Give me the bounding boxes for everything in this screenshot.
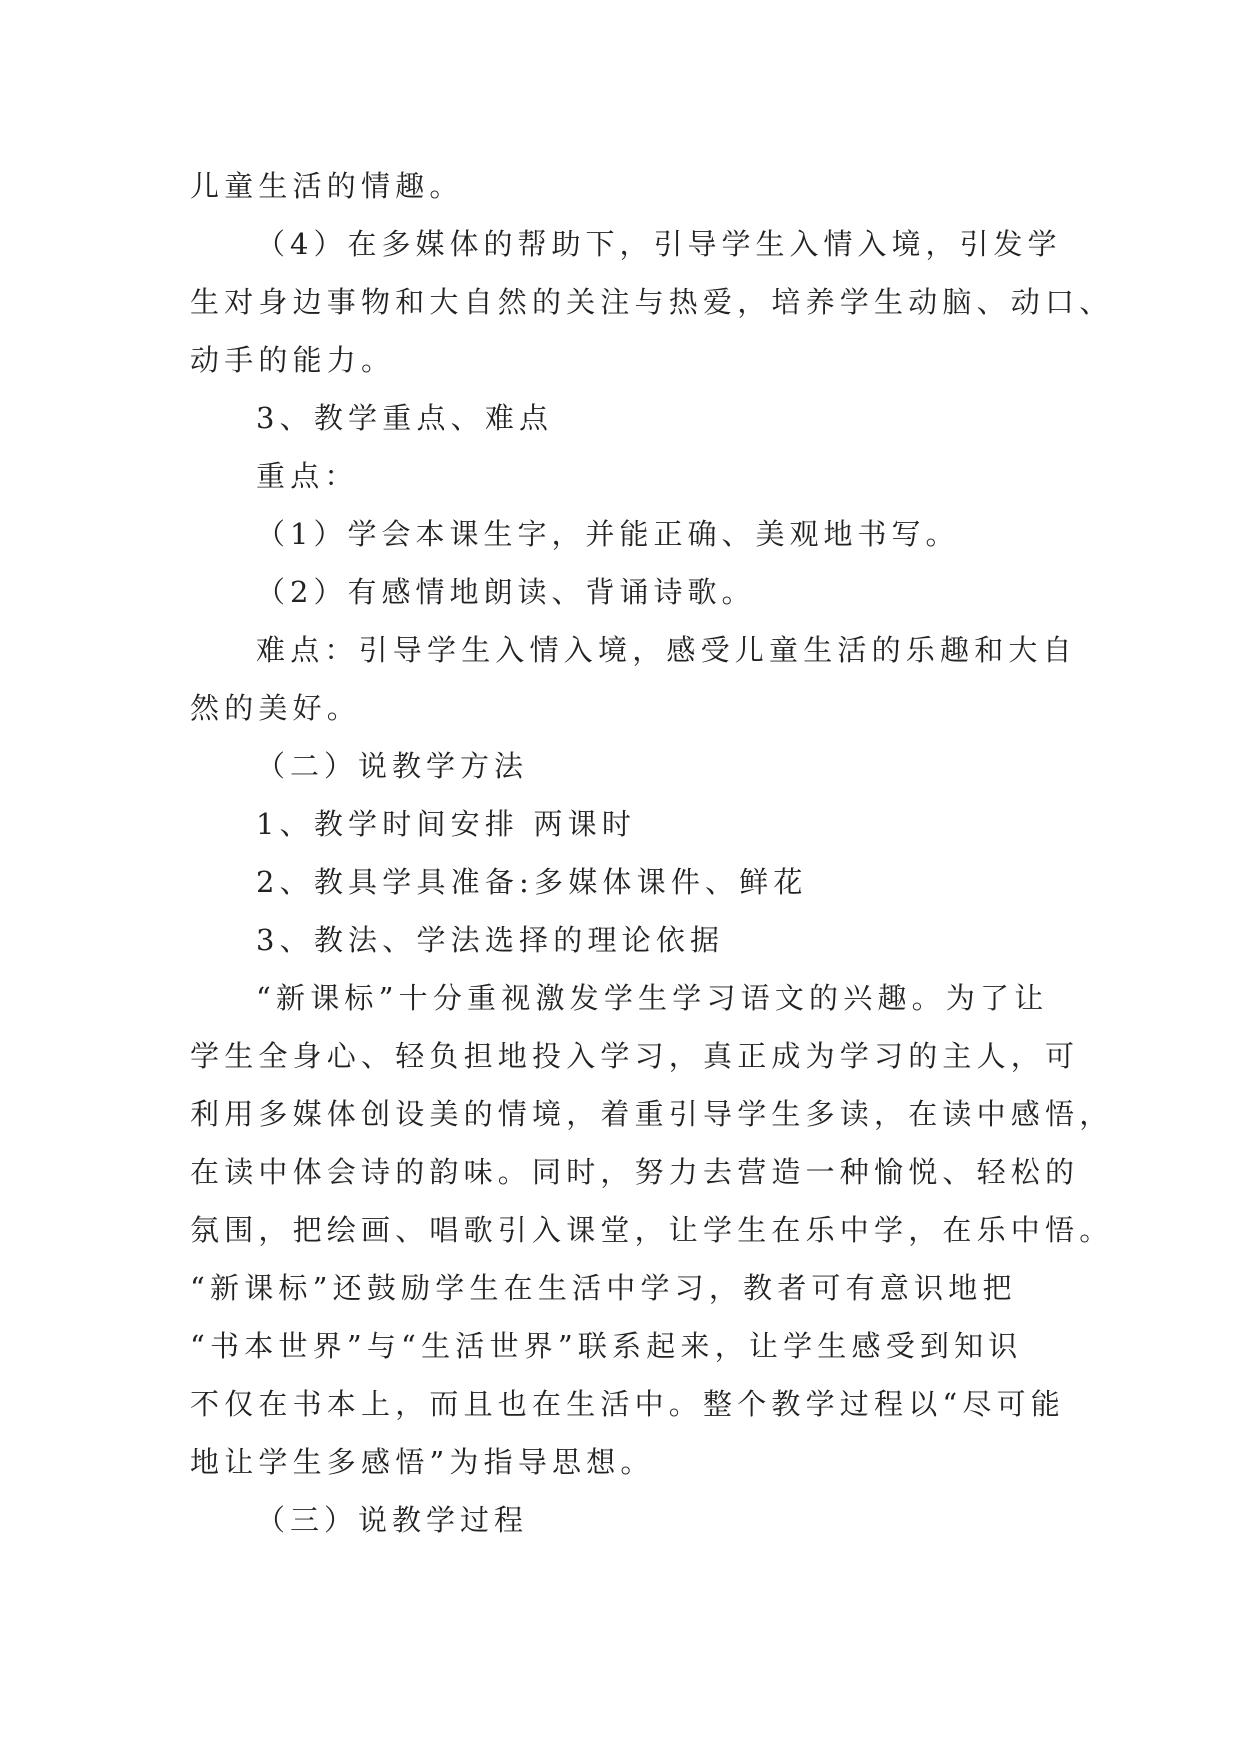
- text-line: 地让学生多感悟”为指导思想。: [190, 1445, 655, 1479]
- text-line: 儿童生活的情趣。: [190, 169, 464, 203]
- section-heading: （三）说教学过程: [256, 1503, 529, 1537]
- text-line: 生对身边事物和大自然的关注与热爱，培养学生动脑、动口、: [190, 285, 1114, 319]
- text-line: 在读中体会诗的韵味。同时，努力去营造一种愉悦、轻松的: [190, 1155, 1080, 1189]
- section-heading: 3、教学重点、难点: [256, 401, 554, 435]
- text-line: 难点：引导学生入情入境，感受儿童生活的乐趣和大自: [256, 633, 1077, 667]
- text-line: （4）在多媒体的帮助下，引导学生入情入境，引发学: [256, 227, 1062, 261]
- text-line: 氛围，把绘画、唱歌引入课堂，让学生在乐中学，在乐中悟。: [190, 1213, 1114, 1247]
- text-line: 动手的能力。: [190, 343, 396, 377]
- text-line: （2）有感情地朗读、背诵诗歌。: [256, 575, 756, 609]
- text-line: 2、教具学具准备:多媒体课件、鲜花: [256, 865, 808, 899]
- text-line: 然的美好。: [190, 691, 362, 725]
- section-heading: 3、教法、学法选择的理论依据: [256, 923, 725, 957]
- text-line: 学生全身心、轻负担地投入学习，真正成为学习的主人，可: [190, 1039, 1080, 1073]
- text-line: “新课标”十分重视激发学生学习语文的兴趣。为了让: [256, 981, 1049, 1015]
- text-line: 利用多媒体创设美的情境，着重引导学生多读，在读中感悟，: [190, 1097, 1114, 1131]
- text-line: “新课标”还鼓励学生在生活中学习，教者可有意识地把: [190, 1271, 1017, 1305]
- text-line: （1）学会本课生字，并能正确、美观地书写。: [256, 517, 960, 551]
- text-line: 重点：: [256, 459, 359, 493]
- text-line: “书本世界”与“生活世界”联系起来，让学生感受到知识: [190, 1329, 1023, 1363]
- text-line: 不仅在书本上，而且也在生活中。整个教学过程以“尽可能: [190, 1387, 1066, 1421]
- section-heading: （二）说教学方法: [256, 749, 529, 783]
- text-line: 1、教学时间安排 两课时: [256, 807, 637, 841]
